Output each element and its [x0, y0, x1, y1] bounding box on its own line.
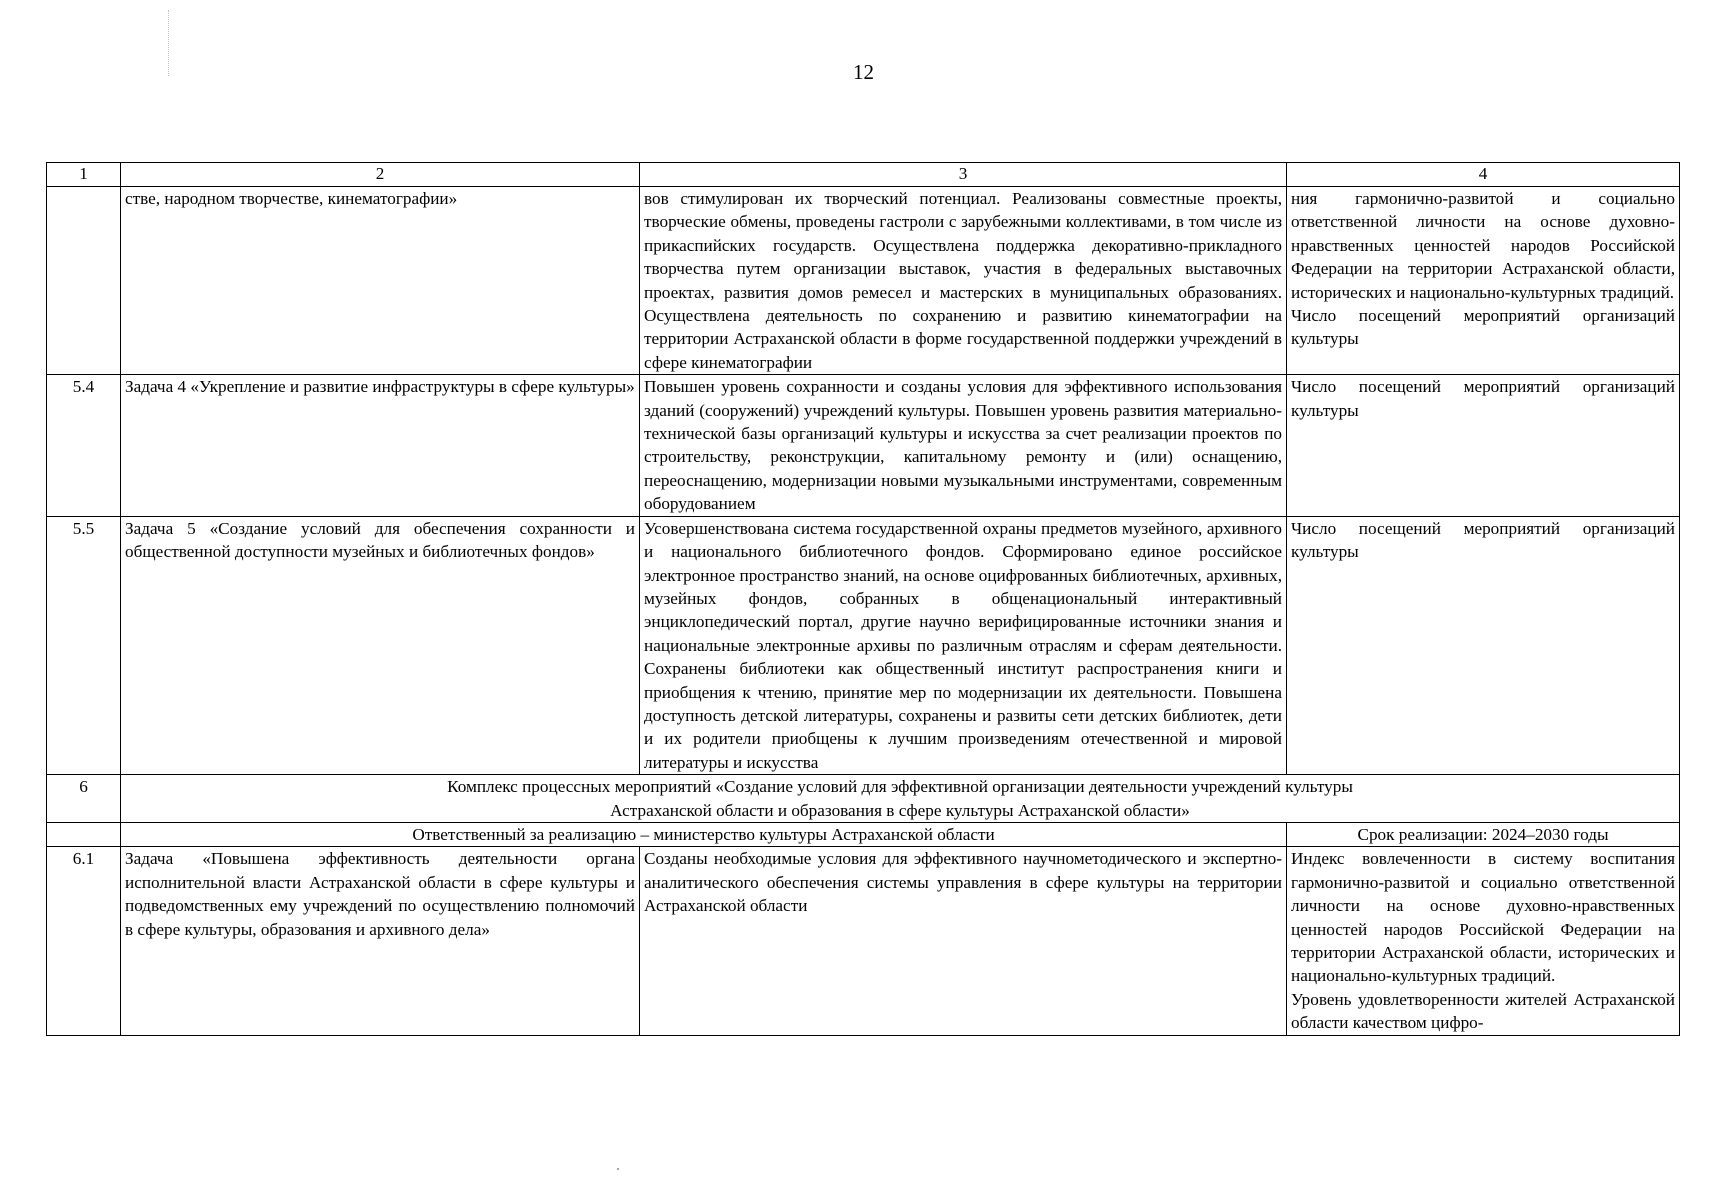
table-row [47, 375, 1680, 516]
table-header-row [47, 163, 1680, 187]
indicator-text: Уровень удовлетворенности жителей Астраханской области качеством цифро- [1291, 989, 1675, 1033]
row-number: 5.5 [47, 516, 121, 774]
indicator-text: Индекс вовлеченности в систему воспитания гармонично-развитой и социально ответственной личности на основе духовно-нравственных ценностей народов Российской Федерации на территории Астраханской области, исторических и национально-культурных традиций. [1291, 849, 1675, 986]
result-cell: вов стимулирован их творческий потенциал. Реализованы совместные проекты, творческие обмены, проведены гастроли с зарубежными коллективами, в том числе из прикаспийских государств. Осуществлена поддержка декоративно-прикладного творчества путем организации выставок, участия в федеральных выставочных проектах, развития домов ремесел и мастерских в муниципальных образованиях. Осуществлена деятельность по сохранению и развитию кинематографии на территории Астраханской области в форме государственной поддержки учреждений в сфере кинематографии [640, 187, 1287, 375]
row-number: 6.1 [47, 847, 121, 1035]
column-header: 1 [47, 163, 121, 187]
responsible-text: Ответственный за реализацию – министерство культуры Астраханской области [121, 822, 1287, 846]
empty-cell [47, 822, 121, 846]
scan-dot [617, 1168, 619, 1170]
row-number [47, 187, 121, 375]
complex-title-line: Комплекс процессных мероприятий «Создание условий для эффективной организации деятельности учреждений культуры [447, 777, 1353, 797]
task-cell: Задача 4 «Укрепление и развитие инфраструктуры в сфере культуры» [121, 375, 640, 516]
indicator-cell: Число посещений мероприятий организаций культуры [1287, 375, 1680, 516]
indicator-text: Число посещений мероприятий организаций культуры [1291, 306, 1675, 349]
result-cell: Созданы необходимые условия для эффективного научнометодического и экспертно-аналитического обеспечения системы управления в сфере культуры на территории Астраханской области [640, 847, 1287, 1035]
program-table [46, 162, 1680, 1036]
row-number: 6 [47, 775, 121, 823]
column-header: 4 [1287, 163, 1680, 187]
task-cell: Задача 5 «Создание условий для обеспечения сохранности и общественной доступности музейных и библиотечных фондов» [121, 516, 640, 774]
indicator-text: ния гармонично-развитой и социально ответственной личности на основе духовно-нравственных ценностей народов Российской Федерации на территории Астраханской области, исторических и национально-культурных традиций. [1291, 189, 1675, 302]
column-header: 3 [640, 163, 1287, 187]
indicator-cell [1287, 847, 1680, 1035]
column-header: 2 [121, 163, 640, 187]
indicator-cell [1287, 187, 1680, 375]
indicator-cell: Число посещений мероприятий организаций культуры [1287, 516, 1680, 774]
result-cell: Повышен уровень сохранности и созданы условия для эффективного использования зданий (сооружений) учреждений культуры. Повышен уровень развития материально-технической базы организаций культуры и искусства за счет реализации проектов по строительству, реконструкции, капитальному ремонту и (или) оснащению, переоснащению, модернизации новыми музыкальными инструментами, современным оборудованием [640, 375, 1287, 516]
result-cell: Усовершенствована система государственной охраны предметов музейного, архивного и национального библиотечного фондов. Сформировано единое российское электронное пространство знаний, на основе оцифрованных библиотечных, архивных, музейных фондов, собранных в общенациональный интерактивный энциклопедический портал, другие научно верифицированные источники знания и национальные электронные архивы по различным отраслям и сферам деятельности. Сохранены библиотеки как общественный институт распространения книги и приобщения к чтению, принятие мер по модернизации их деятельности. Повышена доступность детской литературы, сохранены и развиты сети детских библиотек, дети и их родители приобщены к лучшим произведениям отечественной и мировой литературы и искусства [640, 516, 1287, 774]
responsible-row [47, 822, 1680, 846]
table-row [47, 847, 1680, 1035]
table-row [47, 516, 1680, 774]
deadline-text: Срок реализации: 2024–2030 годы [1287, 822, 1680, 846]
task-cell: стве, народном творчестве, кинематографии» [121, 187, 640, 375]
complex-title [121, 775, 1680, 823]
complex-title-line: Астраханской области и образования в сфере культуры Астраханской области» [610, 800, 1190, 820]
task-cell: Задача «Повышена эффективность деятельности органа исполнительной власти Астраханской области в сфере культуры и подведомственных ему учреждений по осуществлению полномочий в сфере культуры, образования и архивного дела» [121, 847, 640, 1035]
page-number: 12 [853, 60, 874, 84]
complex-row [47, 775, 1680, 823]
row-number: 5.4 [47, 375, 121, 516]
table-row [47, 187, 1680, 375]
